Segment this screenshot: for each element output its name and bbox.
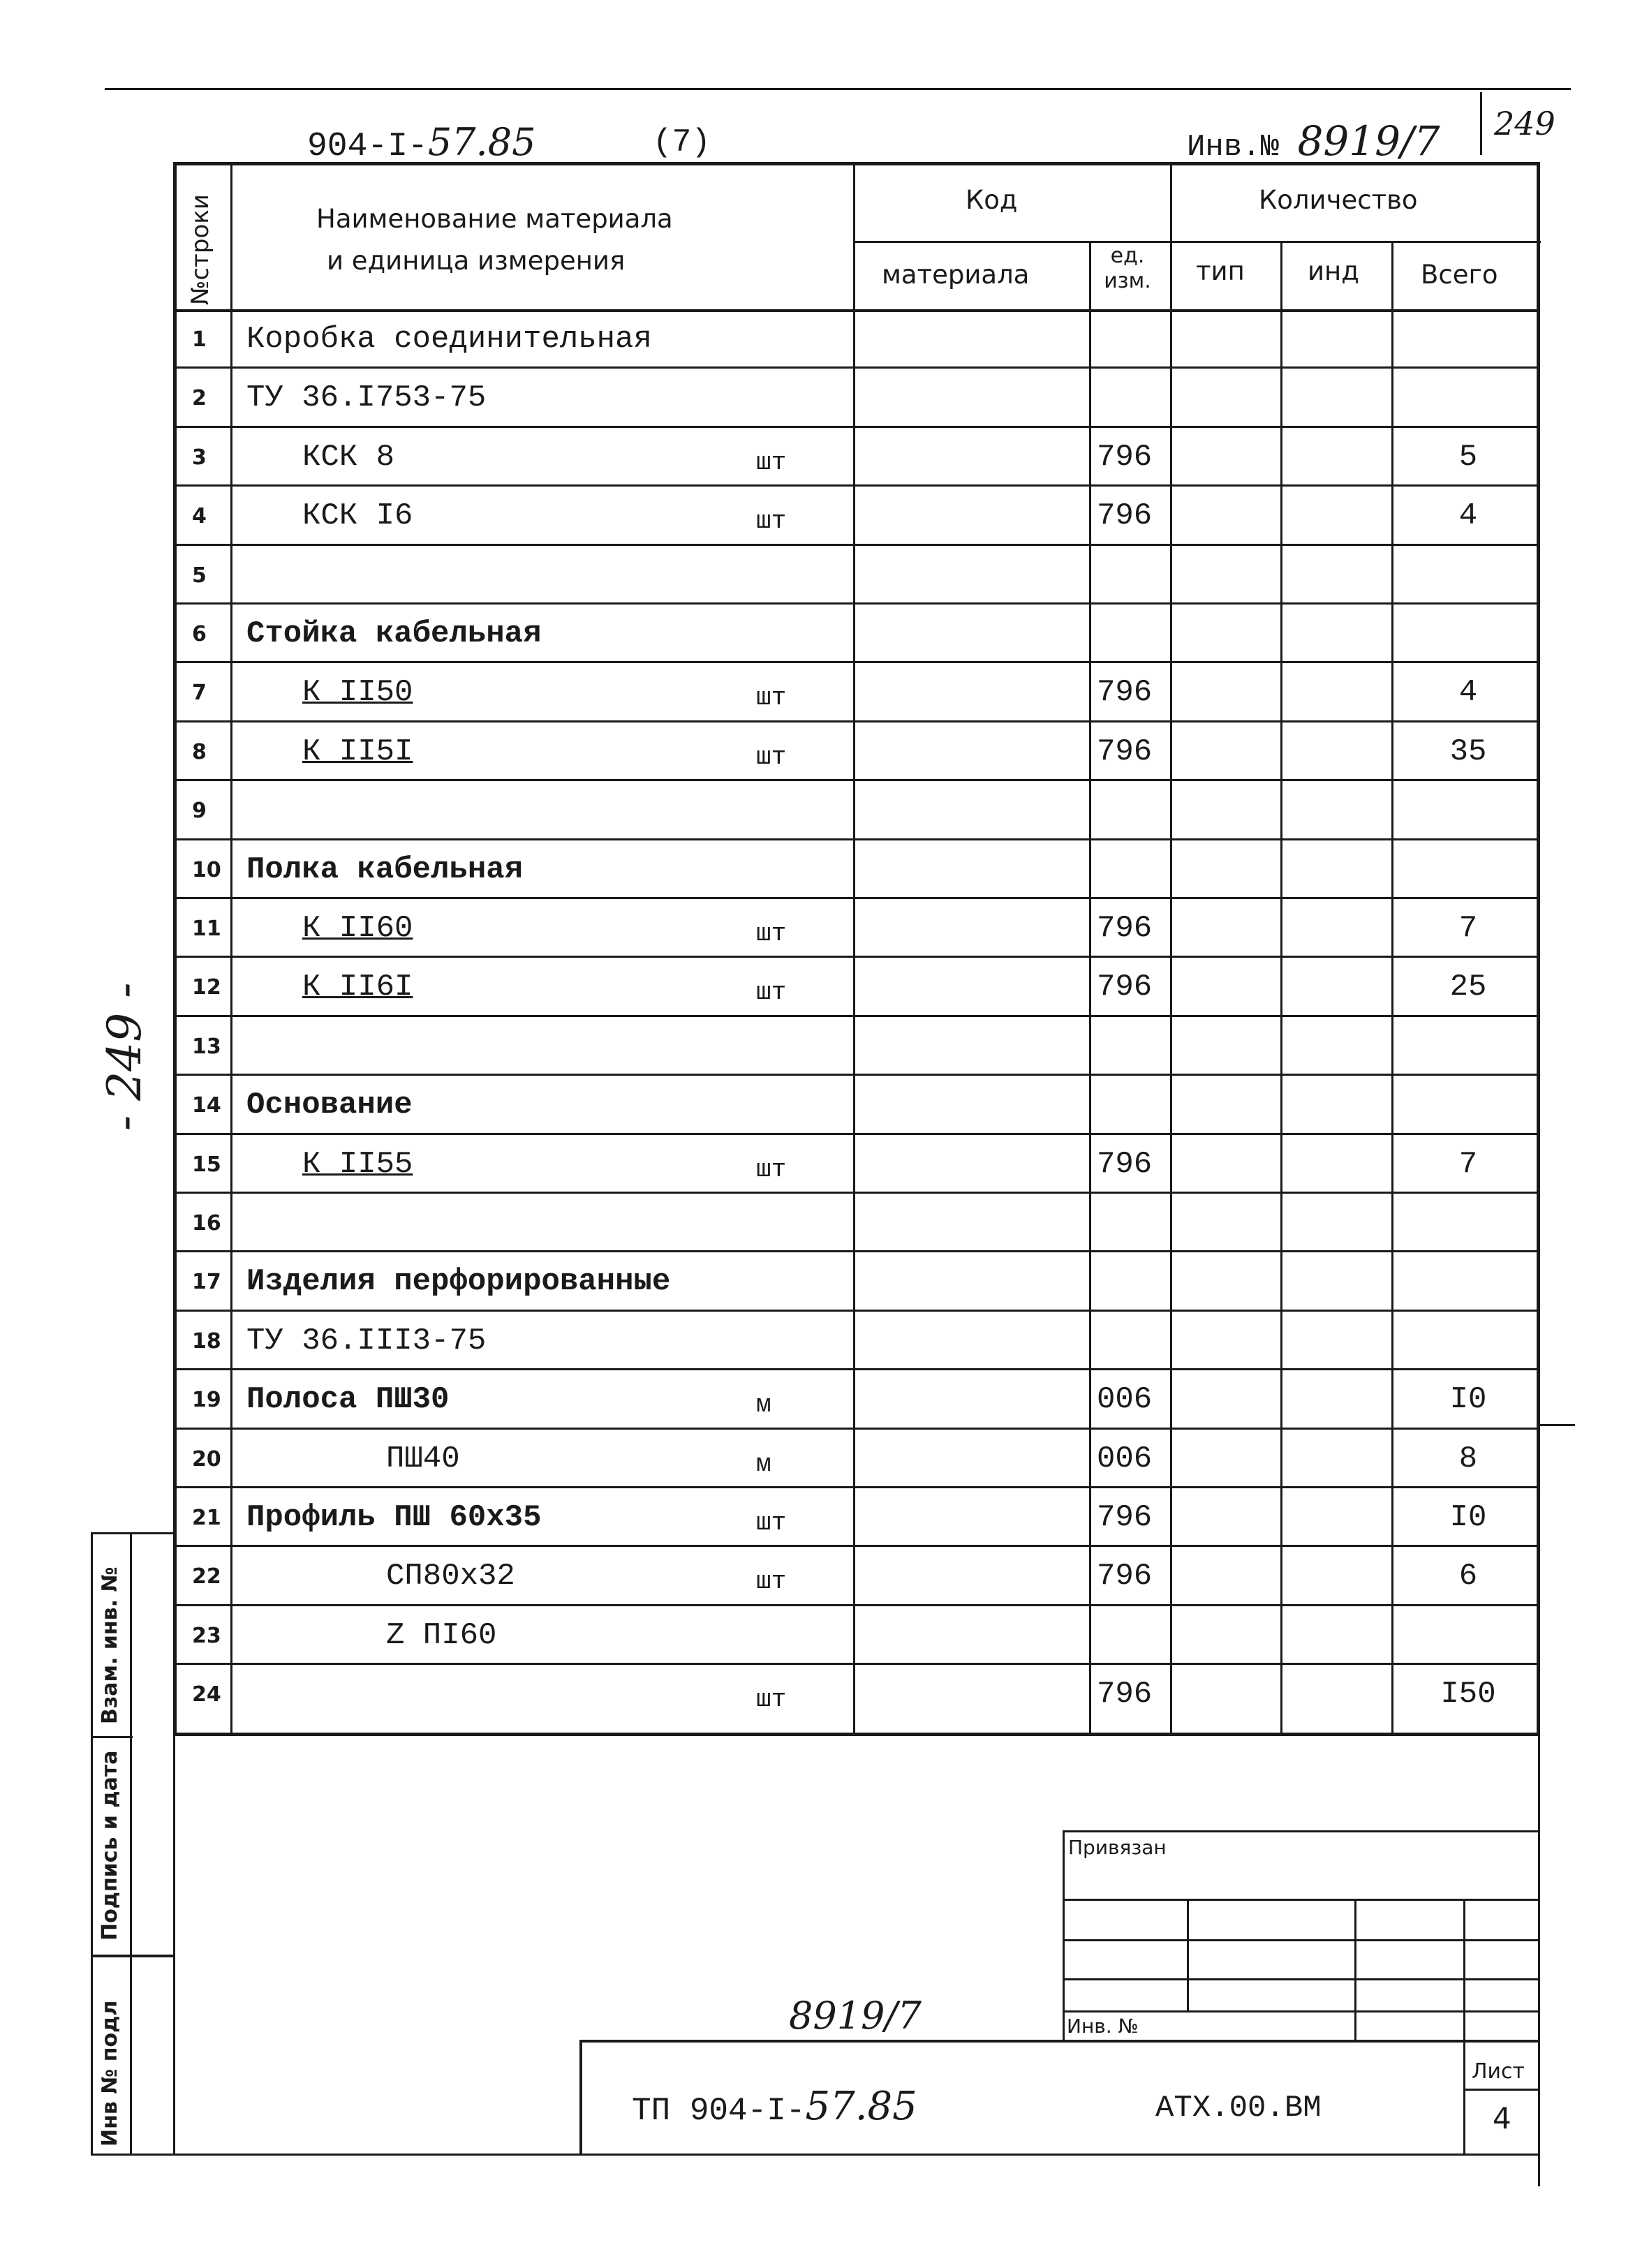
margin-tick bbox=[1540, 1424, 1575, 1426]
row-number: 1 bbox=[192, 327, 207, 352]
row-separator bbox=[177, 897, 1539, 899]
stamp-right-line bbox=[130, 1532, 132, 2154]
stamp-top bbox=[91, 1532, 173, 1534]
unit-code: 796 bbox=[1097, 911, 1153, 946]
material-name: Изделия перфорированные bbox=[246, 1264, 671, 1300]
unit-code: 006 bbox=[1097, 1382, 1153, 1418]
unit-code: 796 bbox=[1097, 498, 1153, 534]
tb-designation: АТХ.00.ВМ bbox=[1155, 2091, 1322, 2126]
row-number: 4 bbox=[192, 504, 207, 529]
col-ind: инд bbox=[1308, 256, 1359, 286]
row-number: 14 bbox=[192, 1093, 221, 1118]
col-total: Всего bbox=[1421, 260, 1498, 290]
tb-row2 bbox=[1063, 1939, 1539, 1941]
row-number: 23 bbox=[192, 1623, 221, 1648]
header-sub-line bbox=[853, 241, 1541, 243]
row-separator bbox=[177, 484, 1539, 487]
row-separator bbox=[177, 1486, 1539, 1488]
material-name: ТУ 36.I753-75 bbox=[246, 380, 487, 416]
row-number: 21 bbox=[192, 1506, 221, 1530]
total-qty: I0 bbox=[1449, 1500, 1487, 1535]
material-name: Коробка соединительная bbox=[246, 322, 652, 357]
col-line bbox=[853, 165, 855, 1736]
tb-row3 bbox=[1063, 1978, 1539, 1980]
row-separator bbox=[177, 1074, 1539, 1076]
tb-left bbox=[1063, 1830, 1065, 2040]
unit-code: 796 bbox=[1097, 1559, 1153, 1594]
unit-text: шт bbox=[756, 683, 787, 713]
tb-sheet-divider bbox=[1463, 2089, 1539, 2091]
unit-text: шт bbox=[756, 978, 787, 1007]
col-row-number: №строки bbox=[186, 194, 214, 305]
row-number: 20 bbox=[192, 1446, 221, 1472]
col-line bbox=[1391, 241, 1393, 1736]
material-name: ПШ40 bbox=[386, 1441, 460, 1476]
total-qty: 7 bbox=[1458, 911, 1478, 946]
total-qty: 8 bbox=[1458, 1441, 1478, 1476]
page-number-divider bbox=[1480, 92, 1482, 155]
col-material: материала bbox=[882, 260, 1030, 290]
stamp-left-line bbox=[91, 1532, 93, 2154]
col-line bbox=[1280, 241, 1282, 1736]
tb-inv-no: Инв. № bbox=[1067, 2015, 1139, 2038]
unit-text: шт bbox=[756, 447, 787, 477]
total-qty: 4 bbox=[1458, 675, 1478, 711]
top-frame-line bbox=[105, 88, 1571, 90]
frame-bottom-line bbox=[91, 2154, 1539, 2156]
tb-main-left bbox=[579, 2040, 582, 2154]
material-name: К II55 bbox=[302, 1146, 413, 1182]
total-qty: 25 bbox=[1449, 970, 1487, 1005]
tb-row4 bbox=[1063, 2010, 1539, 2013]
row-number: 5 bbox=[192, 563, 207, 588]
side-handwritten-number: - 249 - bbox=[98, 982, 151, 1131]
row-separator bbox=[177, 1250, 1539, 1252]
unit-text: шт bbox=[756, 1155, 787, 1184]
row-separator bbox=[177, 1133, 1539, 1135]
col-line bbox=[1089, 241, 1091, 1736]
tb-row1 bbox=[1063, 1899, 1539, 1901]
material-name: Основание bbox=[246, 1088, 413, 1123]
unit-code: 796 bbox=[1097, 734, 1153, 769]
material-name: КСК 8 bbox=[302, 439, 395, 475]
stamp-vzam: Взам. инв. № bbox=[98, 1566, 122, 1724]
row-separator bbox=[177, 1428, 1539, 1430]
row-separator bbox=[177, 1192, 1539, 1194]
material-name: Стойка кабельная bbox=[246, 616, 542, 651]
tb-col2 bbox=[1354, 1899, 1356, 2040]
row-number: 8 bbox=[192, 739, 207, 764]
material-name: КСК I6 bbox=[302, 498, 413, 534]
col-code-group: Код bbox=[966, 185, 1018, 215]
frame-left-line bbox=[173, 1736, 175, 2154]
row-separator bbox=[177, 1368, 1539, 1370]
stamp-inv-podl: Инв № подл bbox=[98, 2000, 122, 2147]
inventory-number: Инв.№ 8919/7 bbox=[1187, 117, 1440, 165]
row-number: 13 bbox=[192, 1034, 221, 1059]
material-name: Полоса ПШ30 bbox=[246, 1382, 450, 1418]
material-name: ТУ 36.III3-75 bbox=[246, 1323, 487, 1358]
col-line bbox=[1170, 165, 1172, 1736]
header-bottom-line bbox=[177, 309, 1539, 312]
row-separator bbox=[177, 720, 1539, 722]
unit-code: 796 bbox=[1097, 439, 1153, 475]
tb-privyazan: Привязан bbox=[1068, 1836, 1167, 1859]
tb-handwritten-inv: 8919/7 bbox=[789, 1994, 922, 2038]
total-qty: 7 bbox=[1458, 1146, 1478, 1182]
material-name: СП80х32 bbox=[386, 1559, 515, 1594]
row-number: 24 bbox=[192, 1682, 221, 1707]
stamp-div2 bbox=[91, 1955, 173, 1957]
row-number: 19 bbox=[192, 1388, 221, 1413]
tb-col1 bbox=[1187, 1899, 1189, 2010]
row-number: 6 bbox=[192, 622, 207, 646]
material-name: Полка кабельная bbox=[246, 852, 524, 887]
row-number: 10 bbox=[192, 857, 221, 882]
row-number: 12 bbox=[192, 975, 221, 1000]
col-type: тип bbox=[1196, 256, 1245, 286]
unit-code: 006 bbox=[1097, 1441, 1153, 1476]
material-name: Z ПI60 bbox=[386, 1617, 497, 1653]
row-number: 3 bbox=[192, 445, 207, 470]
col-qty-group: Количество bbox=[1259, 185, 1418, 215]
row-number: 17 bbox=[192, 1270, 221, 1295]
col-unit: ед. изм. bbox=[1104, 244, 1151, 293]
unit-code: 796 bbox=[1097, 1146, 1153, 1182]
row-separator bbox=[177, 779, 1539, 781]
unit-text: шт bbox=[756, 742, 787, 771]
row-separator bbox=[177, 1545, 1539, 1547]
stamp-div1 bbox=[91, 1736, 133, 1738]
total-qty: I50 bbox=[1440, 1677, 1496, 1712]
tb-top bbox=[1063, 1830, 1539, 1832]
row-separator bbox=[177, 1310, 1539, 1312]
sheet-in-set: (7) bbox=[653, 124, 711, 161]
col-line bbox=[230, 165, 232, 1736]
row-separator bbox=[177, 602, 1539, 605]
unit-code: 796 bbox=[1097, 1500, 1153, 1535]
total-qty: 5 bbox=[1458, 439, 1478, 475]
unit-text: шт bbox=[756, 1567, 787, 1596]
stamp-podpis: Подпись и дата bbox=[98, 1750, 122, 1941]
unit-text: м bbox=[756, 1449, 771, 1478]
row-number: 7 bbox=[192, 681, 207, 706]
row-separator bbox=[177, 1663, 1539, 1665]
col-name-line2: и единица измерения bbox=[327, 246, 626, 276]
col-name-line1: Наименование материала bbox=[316, 204, 673, 234]
tb-main-top bbox=[579, 2040, 1539, 2043]
unit-code: 796 bbox=[1097, 1677, 1153, 1712]
unit-code: 796 bbox=[1097, 675, 1153, 711]
row-number: 15 bbox=[192, 1152, 221, 1177]
total-qty: 35 bbox=[1449, 734, 1487, 769]
project-code: 904-I-57.85 bbox=[307, 120, 536, 165]
row-number: 18 bbox=[192, 1328, 221, 1354]
row-separator bbox=[177, 544, 1539, 546]
row-separator bbox=[177, 1604, 1539, 1606]
total-qty: 6 bbox=[1458, 1559, 1478, 1594]
materials-table bbox=[173, 162, 1540, 1736]
row-number: 22 bbox=[192, 1564, 221, 1589]
tb-sheet-value: 4 bbox=[1493, 2101, 1511, 2135]
row-number: 9 bbox=[192, 799, 207, 824]
tb-doc-number: ТП 904-I-57.85 bbox=[632, 2084, 917, 2129]
row-number: 2 bbox=[192, 386, 207, 411]
row-separator bbox=[177, 366, 1539, 369]
material-name: К II50 bbox=[302, 675, 413, 711]
total-qty: I0 bbox=[1449, 1382, 1487, 1418]
unit-text: шт bbox=[756, 1685, 787, 1714]
material-name: К II5I bbox=[302, 734, 413, 769]
row-separator bbox=[177, 838, 1539, 840]
row-number: 16 bbox=[192, 1211, 221, 1236]
unit-text: шт bbox=[756, 919, 787, 948]
unit-text: м bbox=[756, 1391, 771, 1420]
row-separator bbox=[177, 1015, 1539, 1017]
row-number: 11 bbox=[192, 917, 221, 941]
material-name: К II6I bbox=[302, 970, 413, 1005]
material-name: К II60 bbox=[302, 911, 413, 946]
unit-code: 796 bbox=[1097, 970, 1153, 1005]
tb-col3 bbox=[1463, 1899, 1465, 2154]
total-qty: 4 bbox=[1458, 498, 1478, 534]
unit-text: шт bbox=[756, 507, 787, 536]
material-name: Профиль ПШ 60х35 bbox=[246, 1500, 542, 1535]
row-separator bbox=[177, 661, 1539, 663]
row-separator bbox=[177, 426, 1539, 428]
row-separator bbox=[177, 956, 1539, 958]
tb-sheet-label: Лист bbox=[1472, 2059, 1525, 2084]
unit-text: шт bbox=[756, 1509, 787, 1537]
right-edge-line bbox=[1538, 162, 1540, 2186]
page-number: 249 bbox=[1494, 105, 1555, 142]
